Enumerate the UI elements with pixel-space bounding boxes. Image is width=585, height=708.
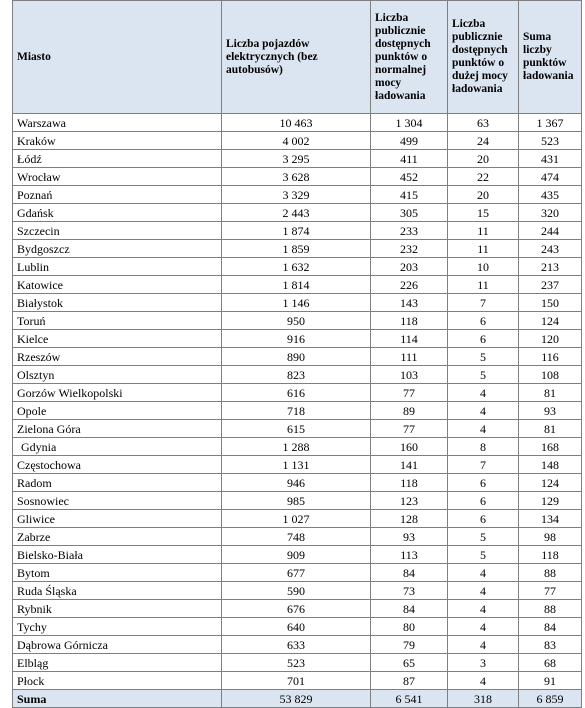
cell-normal-points: 118 xyxy=(371,474,448,492)
cell-vehicles: 1 814 xyxy=(222,276,371,294)
cell-vehicles: 4 002 xyxy=(222,132,371,150)
table-row xyxy=(13,132,582,150)
cell-normal-points: 226 xyxy=(371,276,448,294)
cell-normal-points: 203 xyxy=(371,258,448,276)
cell-total-points: 68 xyxy=(519,654,582,672)
cell-total-points: 120 xyxy=(519,330,582,348)
cell-city: Łódź xyxy=(13,150,222,168)
cell-city: Białystok xyxy=(13,294,222,312)
total-normal-points: 6 541 xyxy=(371,690,448,708)
cell-total-points: 150 xyxy=(519,294,582,312)
cell-vehicles: 890 xyxy=(222,348,371,366)
cell-total-points: 124 xyxy=(519,312,582,330)
cell-normal-points: 77 xyxy=(371,384,448,402)
table-row xyxy=(13,258,582,276)
cell-city: Rybnik xyxy=(13,600,222,618)
table-row xyxy=(13,114,582,132)
cell-city: Tychy xyxy=(13,618,222,636)
header-row xyxy=(13,1,582,114)
cell-vehicles: 640 xyxy=(222,618,371,636)
cell-vehicles: 2 443 xyxy=(222,204,371,222)
cell-city: Katowice xyxy=(13,276,222,294)
cell-city: Gorzów Wielkopolski xyxy=(13,384,222,402)
cell-high-power-points: 6 xyxy=(448,330,519,348)
ev-charging-table xyxy=(12,0,582,708)
cell-high-power-points: 5 xyxy=(448,366,519,384)
cell-normal-points: 1 304 xyxy=(371,114,448,132)
cell-vehicles: 823 xyxy=(222,366,371,384)
cell-vehicles: 1 146 xyxy=(222,294,371,312)
cell-high-power-points: 3 xyxy=(448,654,519,672)
table-row xyxy=(13,366,582,384)
cell-vehicles: 1 859 xyxy=(222,240,371,258)
cell-total-points: 435 xyxy=(519,186,582,204)
cell-high-power-points: 4 xyxy=(448,618,519,636)
cell-city: Kielce xyxy=(13,330,222,348)
cell-high-power-points: 11 xyxy=(448,276,519,294)
cell-city: Szczecin xyxy=(13,222,222,240)
cell-high-power-points: 4 xyxy=(448,582,519,600)
cell-city: Płock xyxy=(13,672,222,690)
table-row xyxy=(13,492,582,510)
table-row xyxy=(13,456,582,474)
table-row xyxy=(13,636,582,654)
cell-total-points: 118 xyxy=(519,546,582,564)
table-row xyxy=(13,582,582,600)
cell-high-power-points: 20 xyxy=(448,186,519,204)
cell-city: Gdańsk xyxy=(13,204,222,222)
cell-normal-points: 233 xyxy=(371,222,448,240)
table-row xyxy=(13,312,582,330)
cell-high-power-points: 6 xyxy=(448,312,519,330)
header-high-power-points: Liczba publicznie dostępnych punktów o dużej mocy ładowania xyxy=(448,1,519,114)
cell-normal-points: 123 xyxy=(371,492,448,510)
cell-total-points: 93 xyxy=(519,402,582,420)
cell-normal-points: 499 xyxy=(371,132,448,150)
table-row xyxy=(13,402,582,420)
cell-city: Kraków xyxy=(13,132,222,150)
cell-vehicles: 701 xyxy=(222,672,371,690)
cell-total-points: 81 xyxy=(519,384,582,402)
cell-high-power-points: 8 xyxy=(448,438,519,456)
header-vehicles: Liczba pojazdów elektrycznych (bez autobusów) xyxy=(222,1,371,114)
cell-vehicles: 985 xyxy=(222,492,371,510)
cell-total-points: 168 xyxy=(519,438,582,456)
cell-city: Ruda Śląska xyxy=(13,582,222,600)
cell-vehicles: 676 xyxy=(222,600,371,618)
cell-normal-points: 77 xyxy=(371,420,448,438)
cell-vehicles: 10 463 xyxy=(222,114,371,132)
cell-total-points: 98 xyxy=(519,528,582,546)
table-row xyxy=(13,564,582,582)
table-row xyxy=(13,384,582,402)
cell-normal-points: 141 xyxy=(371,456,448,474)
cell-total-points: 129 xyxy=(519,492,582,510)
table-row xyxy=(13,474,582,492)
cell-vehicles: 523 xyxy=(222,654,371,672)
cell-normal-points: 118 xyxy=(371,312,448,330)
table-row xyxy=(13,528,582,546)
cell-normal-points: 114 xyxy=(371,330,448,348)
cell-high-power-points: 22 xyxy=(448,168,519,186)
cell-high-power-points: 6 xyxy=(448,492,519,510)
table-row xyxy=(13,420,582,438)
cell-city: Toruń xyxy=(13,312,222,330)
cell-total-points: 134 xyxy=(519,510,582,528)
cell-city: Gliwice xyxy=(13,510,222,528)
cell-total-points: 431 xyxy=(519,150,582,168)
cell-normal-points: 128 xyxy=(371,510,448,528)
cell-normal-points: 79 xyxy=(371,636,448,654)
cell-total-points: 108 xyxy=(519,366,582,384)
cell-total-points: 243 xyxy=(519,240,582,258)
cell-normal-points: 111 xyxy=(371,348,448,366)
cell-normal-points: 232 xyxy=(371,240,448,258)
cell-normal-points: 143 xyxy=(371,294,448,312)
cell-total-points: 523 xyxy=(519,132,582,150)
table-row xyxy=(13,510,582,528)
cell-city: Sosnowiec xyxy=(13,492,222,510)
cell-high-power-points: 5 xyxy=(448,348,519,366)
cell-high-power-points: 5 xyxy=(448,528,519,546)
cell-high-power-points: 20 xyxy=(448,150,519,168)
cell-total-points: 244 xyxy=(519,222,582,240)
table-row xyxy=(13,168,582,186)
table-row xyxy=(13,672,582,690)
cell-normal-points: 87 xyxy=(371,672,448,690)
cell-high-power-points: 11 xyxy=(448,222,519,240)
cell-vehicles: 1 027 xyxy=(222,510,371,528)
cell-total-points: 320 xyxy=(519,204,582,222)
cell-normal-points: 80 xyxy=(371,618,448,636)
cell-vehicles: 916 xyxy=(222,330,371,348)
cell-high-power-points: 11 xyxy=(448,240,519,258)
cell-city: Opole xyxy=(13,402,222,420)
cell-city: Rzeszów xyxy=(13,348,222,366)
cell-total-points: 116 xyxy=(519,348,582,366)
table-row xyxy=(13,654,582,672)
cell-high-power-points: 15 xyxy=(448,204,519,222)
cell-high-power-points: 4 xyxy=(448,636,519,654)
cell-vehicles: 718 xyxy=(222,402,371,420)
cell-normal-points: 89 xyxy=(371,402,448,420)
cell-high-power-points: 4 xyxy=(448,402,519,420)
table-row xyxy=(13,330,582,348)
table-row xyxy=(13,438,582,456)
table-row xyxy=(13,150,582,168)
cell-city: Gdynia xyxy=(13,438,222,456)
table-row xyxy=(13,276,582,294)
cell-normal-points: 452 xyxy=(371,168,448,186)
cell-city: Bydgoszcz xyxy=(13,240,222,258)
cell-total-points: 91 xyxy=(519,672,582,690)
total-row xyxy=(13,690,582,708)
cell-normal-points: 84 xyxy=(371,600,448,618)
cell-city: Częstochowa xyxy=(13,456,222,474)
cell-city: Bielsko-Biała xyxy=(13,546,222,564)
cell-high-power-points: 4 xyxy=(448,564,519,582)
cell-city: Radom xyxy=(13,474,222,492)
cell-vehicles: 950 xyxy=(222,312,371,330)
cell-total-points: 1 367 xyxy=(519,114,582,132)
cell-city: Elbląg xyxy=(13,654,222,672)
total-high-power-points: 318 xyxy=(448,690,519,708)
cell-vehicles: 633 xyxy=(222,636,371,654)
cell-vehicles: 3 628 xyxy=(222,168,371,186)
table-row xyxy=(13,240,582,258)
cell-vehicles: 946 xyxy=(222,474,371,492)
cell-vehicles: 748 xyxy=(222,528,371,546)
cell-normal-points: 65 xyxy=(371,654,448,672)
cell-high-power-points: 7 xyxy=(448,456,519,474)
header-normal-points: Liczba publicznie dostępnych punktów o normalnej mocy ładowania xyxy=(371,1,448,114)
cell-high-power-points: 5 xyxy=(448,546,519,564)
cell-vehicles: 3 329 xyxy=(222,186,371,204)
total-vehicles: 53 829 xyxy=(222,690,371,708)
cell-high-power-points: 4 xyxy=(448,672,519,690)
cell-high-power-points: 6 xyxy=(448,510,519,528)
cell-total-points: 83 xyxy=(519,636,582,654)
cell-vehicles: 1 632 xyxy=(222,258,371,276)
table-row xyxy=(13,618,582,636)
cell-normal-points: 103 xyxy=(371,366,448,384)
cell-total-points: 88 xyxy=(519,564,582,582)
cell-high-power-points: 6 xyxy=(448,474,519,492)
cell-vehicles: 1 874 xyxy=(222,222,371,240)
cell-vehicles: 615 xyxy=(222,420,371,438)
cell-high-power-points: 10 xyxy=(448,258,519,276)
cell-vehicles: 677 xyxy=(222,564,371,582)
total-label: Suma xyxy=(13,690,222,708)
cell-total-points: 88 xyxy=(519,600,582,618)
cell-vehicles: 1 131 xyxy=(222,456,371,474)
cell-normal-points: 415 xyxy=(371,186,448,204)
cell-normal-points: 93 xyxy=(371,528,448,546)
cell-normal-points: 411 xyxy=(371,150,448,168)
table-row xyxy=(13,546,582,564)
cell-vehicles: 590 xyxy=(222,582,371,600)
cell-city: Zabrze xyxy=(13,528,222,546)
cell-city: Lublin xyxy=(13,258,222,276)
table-row xyxy=(13,600,582,618)
cell-vehicles: 3 295 xyxy=(222,150,371,168)
cell-high-power-points: 63 xyxy=(448,114,519,132)
cell-city: Olsztyn xyxy=(13,366,222,384)
cell-total-points: 124 xyxy=(519,474,582,492)
cell-total-points: 84 xyxy=(519,618,582,636)
cell-city: Warszawa xyxy=(13,114,222,132)
cell-total-points: 474 xyxy=(519,168,582,186)
table-row xyxy=(13,186,582,204)
total-total-points: 6 859 xyxy=(519,690,582,708)
cell-city: Poznań xyxy=(13,186,222,204)
cell-normal-points: 113 xyxy=(371,546,448,564)
cell-vehicles: 1 288 xyxy=(222,438,371,456)
cell-city: Zielona Góra xyxy=(13,420,222,438)
table-row xyxy=(13,348,582,366)
cell-normal-points: 84 xyxy=(371,564,448,582)
cell-normal-points: 160 xyxy=(371,438,448,456)
cell-total-points: 213 xyxy=(519,258,582,276)
header-city: Miasto xyxy=(13,1,222,114)
cell-high-power-points: 4 xyxy=(448,384,519,402)
cell-normal-points: 73 xyxy=(371,582,448,600)
cell-city: Bytom xyxy=(13,564,222,582)
cell-normal-points: 305 xyxy=(371,204,448,222)
cell-high-power-points: 4 xyxy=(448,600,519,618)
cell-total-points: 237 xyxy=(519,276,582,294)
table-row xyxy=(13,222,582,240)
header-total-points: Suma liczby punktów ładowania xyxy=(519,1,582,114)
cell-total-points: 148 xyxy=(519,456,582,474)
cell-city: Wrocław xyxy=(13,168,222,186)
cell-total-points: 77 xyxy=(519,582,582,600)
cell-high-power-points: 4 xyxy=(448,420,519,438)
cell-vehicles: 909 xyxy=(222,546,371,564)
cell-total-points: 81 xyxy=(519,420,582,438)
table-row xyxy=(13,294,582,312)
table-body xyxy=(13,114,582,708)
cell-city: Dąbrowa Górnicza xyxy=(13,636,222,654)
cell-high-power-points: 24 xyxy=(448,132,519,150)
cell-high-power-points: 7 xyxy=(448,294,519,312)
table-row xyxy=(13,204,582,222)
table-header xyxy=(13,1,582,114)
cell-vehicles: 616 xyxy=(222,384,371,402)
